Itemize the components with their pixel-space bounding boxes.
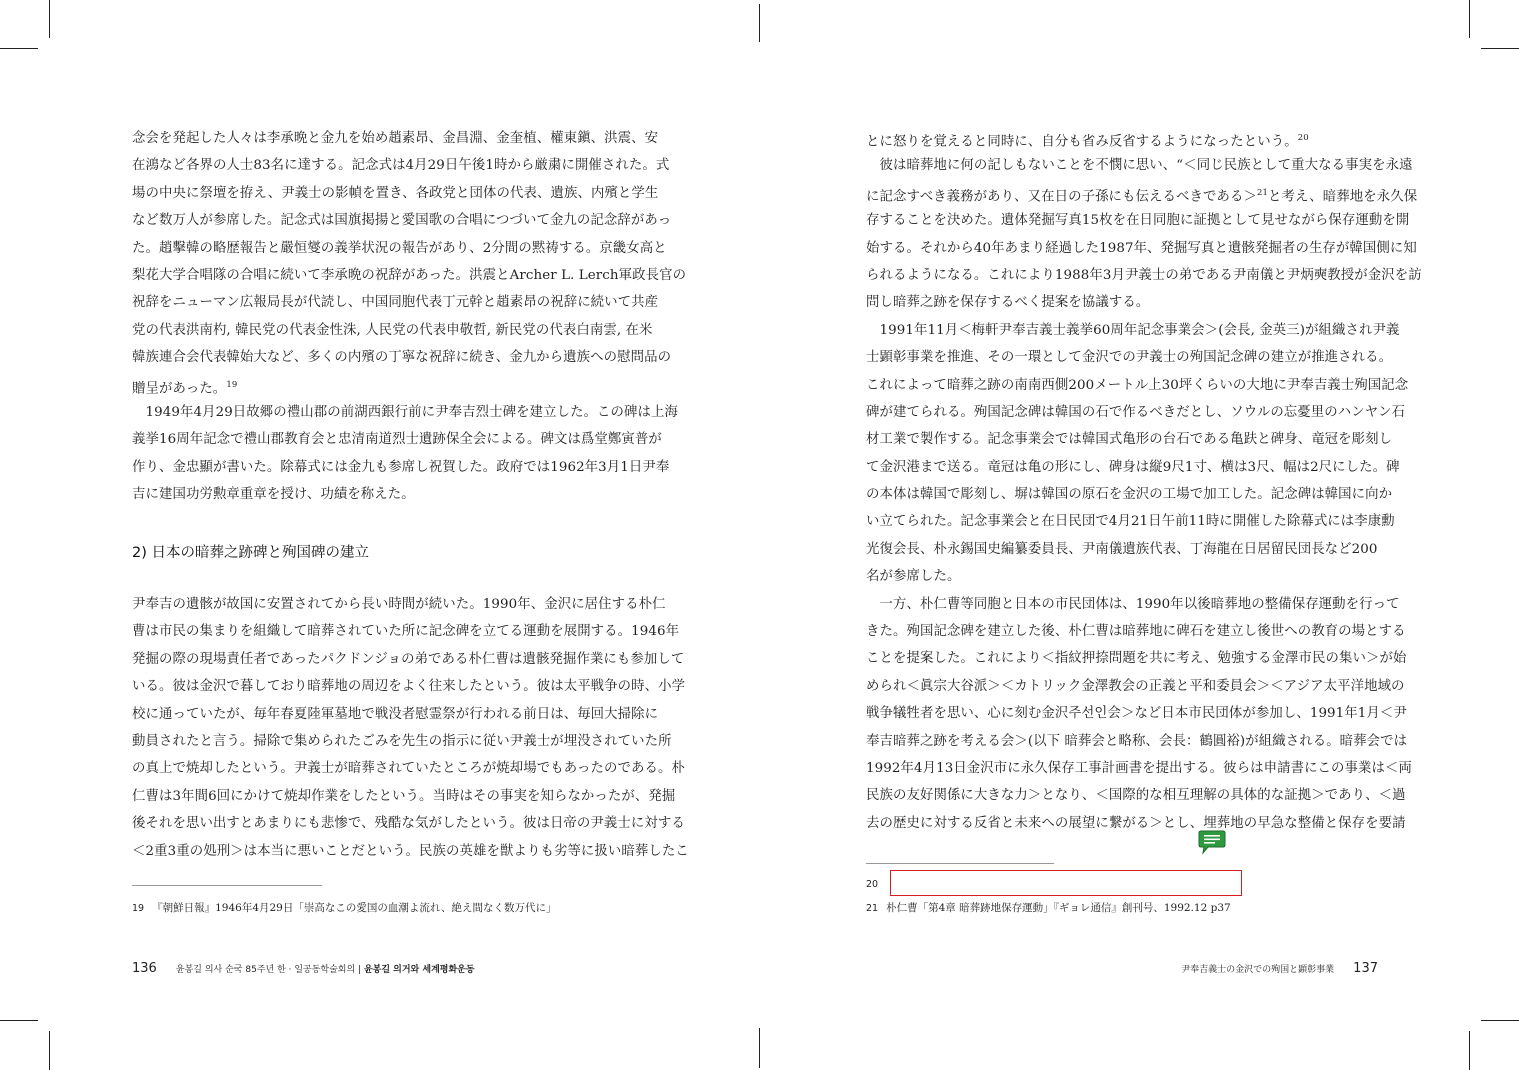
left-paragraph-3 [132,591,689,865]
text-line: 梨花大学合唱隊の合唱に続いて李承晩の祝辞があった。洪震とArcher L. Lerch軍政長官の [132,267,687,283]
footnote-number: 20 [866,879,879,890]
text-line: 曹は市民の集まりを組織して暗葬されていた所に記念碑を立てる運動を展開する。1946年 [132,624,680,640]
running-title-bold: 윤봉길 의거와 세계평화운동 [363,965,475,975]
text-line: た。趙擊韓の略歴報告と嚴恒燮の義挙状況の報告があり、2分間の黙祷する。京畿女高と [132,240,667,256]
text-line: い立てられた。記念事業会と在日民団で4月21日午前11時に開催した除幕式には李康勳 [866,514,1395,530]
text-line: いる。彼は金沢で暮しており暗葬地の周辺をよく往来したという。彼は太平戦争の時、小学 [132,679,686,695]
footnote-text: 『朝鮮日報』1946年4月29日「崇高なこの愛国の血潮よ流れ、絶え間なく数万代に」 [152,902,557,914]
line-text: と考え、暗葬地を永久保 [1268,189,1418,205]
text-line: ことを提案した。これにより＜指紋押捺問題を共に考え、勉強する金澤市民の集い＞が始 [866,651,1407,667]
text-line [132,372,657,399]
text-line: の本体は韓国で彫刻し、塀は韓国の原石を金沢の工場で加工した。記念碑は韓国に向か [866,487,1393,503]
text-line: 士顕彰事業を推進、その一環として金沢での尹義士の殉国記念碑の建立が推進される。 [866,350,1393,366]
text-line: 校に通っていたが、毎年春夏陸軍墓地で戦没者慰霊祭が行われる前日は、毎回大掃除に [132,706,659,722]
text-line: 場の中央に祭壇を拵え、尹義士の影幀を置き、各政党と団体の代表、遺族、内殯と学生 [132,185,659,201]
left-paragraph-1 [132,125,687,508]
text-line: 祝辞をニューマン広報局長が代読し、中国同胞代表丁元幹と趙素昂の祝辞に続いて共産 [132,295,659,311]
text-line: 義挙16周年記念で禮山郡教育会と忠清南道烈士遺跡保全会による。碑文は爲堂鄭寅普が [132,432,662,448]
text-line: 尹奉吉の遺骸が故国に安置されてから長い時間が続いた。1990年、金沢に居住する朴仁 [132,597,666,612]
text-line: 民族の友好関係に大きな力＞となり、＜国際的な相互理解の具体的な証拠＞であり、＜過 [866,788,1406,804]
footnote-19 [132,900,557,915]
comment-icon[interactable] [1198,829,1226,859]
text-line: ＜2重3重の処刑＞は本当に悪いことだという。民族の英雄を獣よりも劣等に扱い暗葬したこ [132,843,689,859]
left-footer [132,957,475,976]
text-line: 1949年4月29日故郷の禮山郡の前湖西銀行前に尹奉吉烈士碑を建立した。この碑は上海 [132,404,678,420]
footnote-20-highlight-box[interactable] [890,870,1242,896]
footnote-ref[interactable]: 19 [226,379,238,390]
text-line: 問し暗葬之跡を保存するべく提案を協議する。 [866,295,1150,311]
line-text: とに怒りを覚えると同時に、自分も省み反省するようになったという。 [866,134,1298,150]
footnote-ref[interactable]: 21 [1256,187,1268,198]
right-body [866,125,1422,837]
footnote-rule [132,885,322,886]
text-line: 戦争犠牲者を思い、心に刻む金沢주선인会＞など日本市民団体が参加し、1991年1月＜尹 [866,706,1407,722]
section-heading: 2) 日本の暗葬之跡碑と殉国碑の建立 [132,545,369,561]
text-line: 作り、金忠顯が書いた。除幕式には金九も参席し祝賀した。政府では1962年3月1日尹奉 [132,459,670,475]
text-line: など数万人が参席した。記念式は国旗掲揚と愛国歌の合唱につづいて金九の記念辞があっ [132,213,672,229]
text-line: 発掘の際の現場責任者であったパクドンジョの弟である朴仁曹は遺骸発掘作業にも参加して [132,651,685,667]
text-line: て金沢港まで送る。竜冠は亀の形にし、碑身は縦9尺1寸、横は3尺、幅は2尺にした。碑 [866,459,1400,475]
text-line: 材工業で製作する。記念事業会では韓国式亀形の台石である亀趺と碑身、竜冠を彫刻し [866,432,1393,448]
text-line: られるようになる。これにより1988年3月尹義士の弟である尹南儀と尹炳奭教授が金沢を訪 [866,267,1422,283]
text-line [866,180,1418,207]
text-line: 名が参席した。 [866,569,961,585]
line-text: に記念すべき義務があり、又在日の子孫にも伝えるべきである＞ [866,189,1257,205]
footnote-20 [866,878,886,890]
text-line: 彼は暗葬地に何の記しもないことを不憫に思い、“＜同じ民族として重大なる事実を永遠 [866,158,1413,174]
right-page [760,0,1519,1070]
line-text: 贈呈があった。 [132,380,227,396]
text-line: の真上で焼却したという。尹義士が暗葬されていたところが焼却場でもあったのである。朴 [132,761,685,777]
text-line: 念会を発起した人々は李承晩と金九を始め趙素昂、金昌淵、金奎植、權東鎭、洪震、安 [132,131,659,146]
text-line: 1992年4月13日金沢市に永久保存工事計画書を提出する。彼らは申請書にこの事業は＜両 [866,760,1412,776]
text-line: 去の歴史に対する反省と未来への展望に繋がる＞とし、埋葬地の早急な整備と保存を要請 [866,815,1406,831]
text-line: 碑が建てられる。殉国記念碑は韓国の石で作るべきだとし、ソウルの忘憂里のハンヤン石 [866,404,1406,420]
footnote-ref[interactable]: 20 [1297,133,1309,143]
footnote-rule [866,863,1054,864]
text-line [866,125,1390,152]
text-line: 一方、朴仁曹等同胞と日本の市民団体は、1990年以後暗葬地の整備保存運動を行って [866,596,1400,612]
text-line: 在鴻など各界の人士83名に達する。記念式は4月29日午後1時から厳粛に開催された。式 [132,158,670,174]
footnote-number: 19 [132,903,145,914]
text-line: 奉吉暗葬之跡を考える会＞(以下 暗葬会と略称、会長：鶴圓裕)が組織される。暗葬会では [866,733,1408,749]
right-footer [1181,957,1378,976]
left-page [0,0,759,1070]
text-line: きた。殉国記念碑を建立した後、朴仁曹は暗葬地に碑石を建立し後世への教育の場とする [866,624,1406,640]
footnote-number: 21 [866,903,879,914]
text-line: められ＜眞宗大谷派＞＜カトリック金澤教会の正義と平和委員会＞＜アジア太平洋地域の [866,678,1405,694]
page-number: 136 [132,961,157,976]
running-title [176,965,475,975]
text-line: 光復会長、朴永錫国史編纂委員長、尹南儀遺族代表、丁海龍在日居留民団長など200 [866,541,1378,557]
footnote-text: 朴仁曹「第4章 暗葬跡地保存運動」『ギョレ通信』創刊号、1992.12 p37 [886,902,1231,914]
text-line: 1991年11月＜梅軒尹奉吉義士義挙60周年記念事業会＞(会長, 金英三)が組織され尹義 [866,322,1400,338]
text-line: 後それを思い出すとあまりにも悲惨で、残酷な気がしたという。彼は日帝の尹義士に対する [132,816,685,832]
text-line: 仁曹は3年間6回にかけて焼却作業をしたという。当時はその事実を知らなかったが、発掘 [132,788,676,804]
running-title: 尹奉吉義士の金沢での殉国と顕彰事業 [1181,965,1335,975]
text-line: 動員されたと言う。掃除で集められたごみを先生の指示に従い尹義士が埋没されていた所 [132,733,672,749]
text-line: 党の代表洪南杓, 韓民党の代表金性洙, 人民党の代表申敬哲, 新民党の代表白南雲, 在米 [132,322,653,338]
comment-icon-graphic [1198,829,1226,855]
running-title-prefix: 윤봉길 의사 순국 85주년 한 · 일공동학술회의 | [175,965,364,975]
page-number: 137 [1353,961,1378,976]
text-line: 吉に建国功労勲章重章を授け、功績を称えた。 [132,487,415,503]
text-line: これによって暗葬之跡の南南西側200メートル上30坪くらいの大地に尹奉吉義士殉国記念 [866,377,1409,393]
text-line: 始する。それから40年あまり経過した1987年、発掘写真と遺骸発掘者の生存が韓国側に知 [866,240,1417,256]
footnote-21 [866,900,1231,915]
text-line: 存することを決めた。遺体発掘写真15枚を在日同胞に証拠として見せながら保存運動を開 [866,213,1410,229]
text-line: 韓族連合会代表韓始大など、多くの内殯の丁寧な祝辞に続き、金九から遺族への慰問品の [132,350,672,366]
